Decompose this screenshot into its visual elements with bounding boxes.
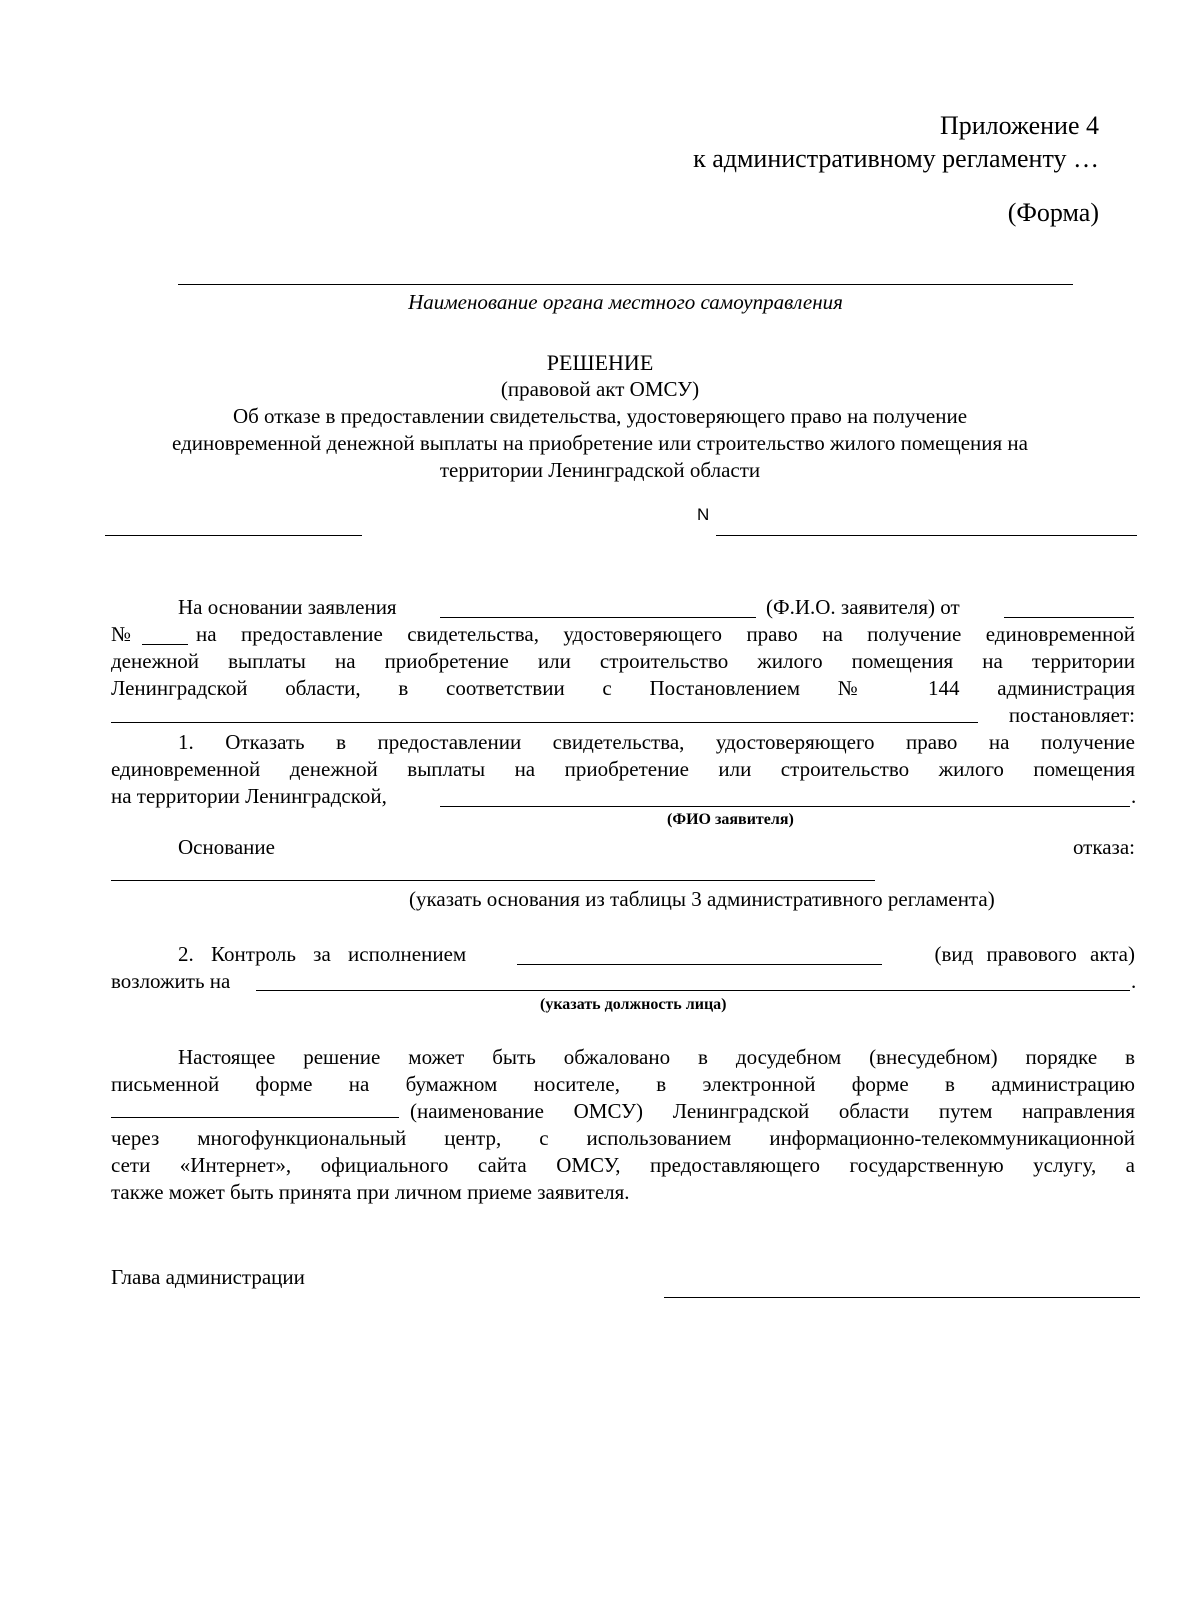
position-caption: (указать должность лица) xyxy=(540,996,727,1013)
appeal-line1: Настоящее решение может быть обжаловано в досудебном (внесудебном) порядке в xyxy=(178,1045,1135,1069)
item2-assign-label: возложить на xyxy=(111,969,231,993)
basis-intro: На основании заявления xyxy=(178,595,397,619)
item2-control-label: 2. Контроль за исполнением xyxy=(178,942,467,966)
item1-line3-end: . xyxy=(1131,784,1137,808)
org-name-line[interactable] xyxy=(178,284,1073,285)
applicant-name-line[interactable] xyxy=(440,617,756,618)
appendix-regulation: к административному регламенту … xyxy=(693,144,1099,173)
item1-line2: единовременной денежной выплаты на приобретение или строительство жилого помещения xyxy=(111,757,1135,781)
application-number-line[interactable] xyxy=(142,644,188,645)
legal-act-type-label: (вид правового акта) xyxy=(934,942,1135,966)
appeal-line3: (наименование ОМСУ) Ленинградской области путем направления xyxy=(410,1099,1135,1123)
basis-left-label: Основание xyxy=(178,835,275,859)
applicant-fio-line[interactable] xyxy=(440,806,1130,807)
omsu-name-line[interactable] xyxy=(111,1117,399,1118)
appendix-number: Приложение 4 xyxy=(939,111,1099,140)
appeal-line2: письменной форме на бумажном носителе, в электронной форме в администрацию xyxy=(111,1072,1135,1096)
item1-line1: 1. Отказать в предоставлении свидетельства, удостоверяющего право на получение xyxy=(178,730,1135,754)
appeal-line5: сети «Интернет», официального сайта ОМСУ, предоставляющего государственную услугу, а xyxy=(111,1153,1135,1177)
decrees-label: постановляет: xyxy=(1008,703,1135,727)
basis-caption: (указать основания из таблицы 3 административного регламента) xyxy=(409,887,995,911)
paragraph1-line3: денежной выплаты на приобретение или строительство жилого помещения на территории xyxy=(111,649,1135,673)
legal-act-subtitle: (правовой акт ОМСУ) xyxy=(500,377,700,401)
signature-line[interactable] xyxy=(664,1297,1140,1298)
number-label: N xyxy=(697,505,710,524)
decision-title: РЕШЕНИЕ xyxy=(546,350,654,375)
basis-right-label: отказа: xyxy=(1072,835,1135,859)
legal-act-type-line[interactable] xyxy=(517,964,882,965)
subject-line-3: территории Ленинградской области xyxy=(439,458,761,482)
subject-line-2: единовременной денежной выплаты на приобретение или строительство жилого помещения на xyxy=(172,431,1028,455)
fio-caption: (ФИО заявителя) xyxy=(667,811,794,828)
item2-line2-end: . xyxy=(1131,969,1137,993)
responsible-person-line[interactable] xyxy=(256,990,1130,991)
application-date-line[interactable] xyxy=(1004,617,1134,618)
paragraph1-line2: на предоставление свидетельства, удостоверяющего право на получение единовременной xyxy=(196,622,1135,646)
number-line[interactable] xyxy=(716,535,1137,536)
paragraph1-line4: Ленинградской области, в соответствии с Постановлением № 144 администрация xyxy=(111,676,1135,700)
form-label: (Форма) xyxy=(1007,198,1099,227)
date-line[interactable] xyxy=(105,535,362,536)
org-caption: Наименование органа местного самоуправления xyxy=(408,290,843,314)
applicant-fio-from: (Ф.И.О. заявителя) от xyxy=(766,595,960,619)
subject-line-1: Об отказе в предоставлении свидетельства, удостоверяющего право на получение xyxy=(232,404,968,428)
administration-name-line[interactable] xyxy=(111,722,978,723)
basis-line[interactable] xyxy=(111,880,875,881)
appeal-line4: через многофункциональный центр, с использованием информационно-телекоммуникационной xyxy=(111,1126,1135,1150)
item1-line3: на территории Ленинградской, xyxy=(111,784,387,808)
appeal-line6: также может быть принята при личном приеме заявителя. xyxy=(111,1180,630,1204)
signature-label: Глава администрации xyxy=(111,1265,305,1289)
application-number-sign: № xyxy=(111,622,132,646)
